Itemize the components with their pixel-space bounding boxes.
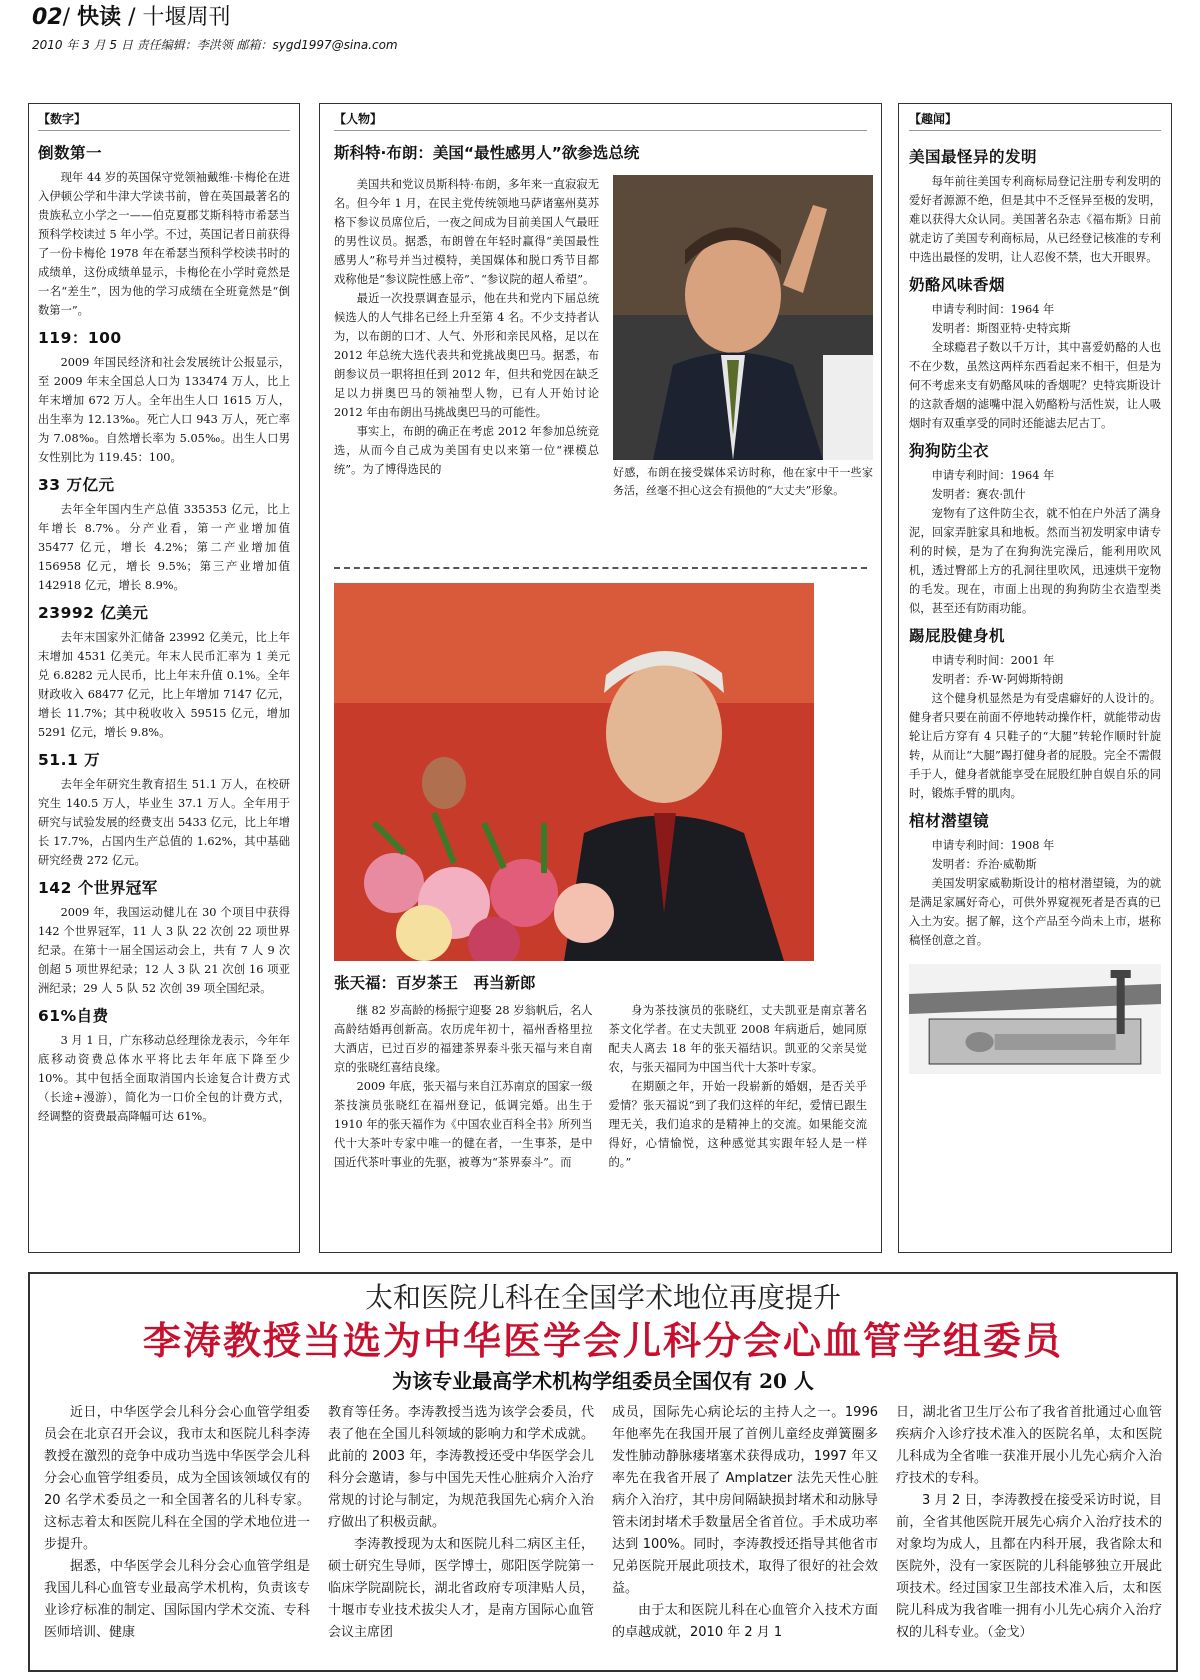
column-title: 美国最怪异的发明	[909, 148, 1038, 166]
item-text: 3 月 1 日，广东移动总经理徐龙表示，今年年底移动资费总体水平将比去年年底下降至少 10%。其中包括全面取消国内长途复合计费方式（长途+漫游），简化为一口价全包的计费方式，经调整的资费最高降幅可达 61%。	[38, 1034, 290, 1123]
paragraph: 成员，国际先心病论坛的主持人之一。1996 年他率先在我国开展了首例儿童经皮弹簧圈多发性肺动静脉瘘堵塞术获得成功，1997 年又率先在我省开展了 Amplatzer 法先天性心脏病介入治疗，其中房间隔缺损封堵术和动脉导管未闭封堵术手数量居全省首位。手术成功率达到 100%。同时，李涛教授还指导其他省市兄弟医院开展此项技术，取得了很好的社会效益。	[612, 1405, 878, 1596]
inventor: 发明者：斯图亚特·史特宾斯	[931, 322, 1071, 335]
item-heading: 142 个世界冠军	[38, 879, 158, 897]
item-text: 2009 年国民经济和社会发展统计公报显示，至 2009 年末全国总人口为 133474 万人，比上年末增加 672 万人。全年出生人口 1615 万人，出生率为 12.13‰。死亡人口 943 万人，死亡率为 7.08‰。自然增长率为 5.05‰。出生人口男女性别比为 119.45：100。	[38, 356, 290, 464]
section-tag: 【 人物 】	[334, 110, 867, 131]
paragraph: 据悉，中华医学会儿科分会心血管学组是我国儿科心血管专业最高学术机构，负责该专业诊疗标准的制定、国际国内学术交流、专科医师培训、健康	[44, 1559, 310, 1640]
item-heading: 倒数第一	[38, 144, 103, 162]
paragraph: 身为茶技演员的张晓红，丈夫凯亚是南京著名茶文化学者。在丈夫凯亚 2008 年病逝后，她同原配夫人离去 18 年的张天福结识。凯亚的父亲吴觉农，与张天福同为中国当代十大茶叶专家。	[608, 1004, 867, 1074]
item-text: 全球瘾君子数以千万计，其中喜爱奶酪的人也不在少数，虽然这两样东西看起来不相干，但是为何不考虑来支有奶酪风味的香烟呢？史特宾斯设计的这款香烟的滤嘴中混入奶酪粉与活性炭，让人吸烟时有双重享受的同时还能滤去尼古丁。	[909, 341, 1161, 430]
inventor: 发明者：乔治·威勒斯	[931, 858, 1037, 871]
coffin-periscope-illustration	[909, 964, 1161, 1074]
inventor: 发明者：乔·W·阿姆斯特朗	[931, 673, 1064, 686]
item-heading: 奶酪风味香烟	[909, 276, 1006, 294]
story-title: 张天福：百岁茶王 再当新郎	[334, 974, 536, 992]
text-column	[334, 1001, 593, 1172]
story-text	[334, 175, 599, 557]
photo-block	[613, 175, 873, 557]
intro-text: 每年前往美国专利商标局登记注册专利发明的爱好者源源不绝，但是其中不乏怪异至极的发明，难以获得大众认同。美国著名杂志《福布斯》日前就走访了美国专利商标局，从已经登记核准的专利中选出最怪的发明，让人忍俊不禁，也大开眼界。	[909, 175, 1161, 264]
patent-date: 申请专利时间：1908 年	[931, 839, 1055, 852]
people-column	[319, 103, 882, 1253]
text-column	[328, 1402, 594, 1644]
paragraph: 美国共和党议员斯科特·布朗，多年来一直寂寂无名。但今年 1 月，在民主党传统领地马萨诸塞州莫苏格下参议员席位后，一夜之间成为目前美国人气最旺的男性议员。据悉，布朗曾在年轻时赢得“美国最性感男人”称号并当过模特，美国媒体和脱口秀节目都戏称他是“参议院性感上帝”、“参议院的超人希望”。	[334, 178, 599, 286]
item-text: 去年全年研究生教育招生 51.1 万人，在校研究生 140.5 万人，毕业生 37.1 万人。全年用于研究与试验发展的经费支出 5433 亿元，比上年增长 17.7%，占国内生产总值的 1.62%，其中基础研究经费 272 亿元。	[38, 778, 290, 867]
divider	[334, 567, 867, 569]
zhang-tianfu-photo	[334, 583, 814, 961]
paragraph: 3 月 2 日，李涛教授在接受采访时说，目前，全省其他医院开展先心病介入治疗技术的对象均为成人，且都在内科开展，我省除太和医院外，没有一家医院的儿科能够独立开展此项技术。经过国家卫生部技术准入后，太和医院儿科成为我省唯一拥有小儿先心病介入治疗权的儿科专业。（金戈）	[896, 1493, 1162, 1640]
story-title: 斯科特·布朗：美国“最性感男人”欲参选总统	[334, 144, 640, 162]
item-heading: 踢屁股健身机	[909, 627, 1006, 645]
inventor: 发明者：赛农·凯什	[931, 488, 1026, 501]
item-heading: 23992 亿美元	[38, 604, 149, 622]
paper-name: 十堰周刊	[142, 5, 231, 30]
item-text: 美国发明家威勒斯设计的棺材潜望镜，为的就是满足家属好奇心，可供外界窥视死者是否真的已入土为安。据了解，这个产品至今尚未上市，堪称稿怪创意之首。	[909, 877, 1161, 947]
oddities-column	[898, 103, 1172, 1253]
text-column	[609, 1001, 868, 1172]
item-text: 去年全年国内生产总值 335353 亿元，比上年增长 8.7%。分产业看，第一产业增加值 35477 亿元，增长 4.2%；第二产业增加值 156958 亿元，增长 9.5%；第三产业增加值 142918 亿元，增长 8.9%。	[38, 503, 290, 592]
article-body	[44, 1402, 1162, 1644]
supertitle: 太和医院儿科在全国学术地位再度提升	[364, 1281, 841, 1314]
item-heading: 119：100	[38, 329, 122, 347]
separator: /	[62, 5, 71, 30]
item-text: 宠物有了这件防尘衣，就不怕在户外活了满身泥，回家弄脏家具和地板。然而当初发明家申请专利的时候，是为了在狗狗洗完澡后，能利用吹风机，透过臀部上方的孔洞往里吹风，迅速烘干宠物的毛发。现在，市面上出现的狗狗防尘衣造型类似，甚至还有防雨功能。	[909, 507, 1161, 615]
paragraph: 教育等任务。李涛教授当选为该学会委员，代表了他在全国儿科领域的影响力和学术成就。此前的 2003 年，李涛教授还受中华医学会儿科分会邀请，参与中国先天性心脏病介入治疗常规的讨论与制定，为规范我国先心病介入治疗做出了积极贡献。	[328, 1405, 594, 1530]
masthead-title	[32, 4, 1182, 32]
paragraph: 最近一次投票调查显示，他在共和党内下届总统候选人的人气排名已经上升至第 4 名。不少支持者认为，以布朗的口才、人气、外形和亲民风格，足以在 2012 年总统大选代表共和党挑战奥巴马。据悉，布朗参议员一职将担任到 2012 年，但共和党因在缺乏足以力拼奥巴马的领袖型人物，已有人开始讨论 2012 年由布朗出马挑战奥巴马的可能性。	[334, 292, 599, 419]
text-column	[896, 1402, 1162, 1644]
text-column	[612, 1402, 878, 1644]
patent-date: 申请专利时间：2001 年	[931, 654, 1055, 667]
scott-brown-photo	[613, 175, 873, 460]
item-text: 这个健身机显然是为有受虐癖好的人设计的。健身者只要在前面不停地转动操作杆，就能带动齿轮让后方穿有 4 只鞋子的“大腿”转轮作顺时针旋转，从而让“大腿”踢打健身者的屁股。完全不需假手于人，健身者就能享受在屁股红肿自娱自乐的同时，锻炼手臂的肌肉。	[909, 692, 1161, 800]
photo-caption: 好感，布朗在接受媒体采访时称，他在家中干一些家务活，丝毫不担心这会有损他的“大丈夫”形象。	[613, 466, 873, 497]
section-name: 快读	[77, 5, 122, 30]
story-body	[334, 1001, 867, 1172]
paragraph: 事实上，布朗的确正在考虑 2012 年参加总统竞选，从而今自己成为美国有史以来第一位“裸模总统”。为了博得选民的	[334, 425, 599, 476]
item-heading: 51.1 万	[38, 751, 101, 769]
section-tag: 【 趣闻 】	[909, 110, 1161, 131]
masthead	[32, 4, 1182, 60]
hospital-feature	[28, 1272, 1178, 1672]
subheadline: 为该专业最高学术机构学组委员全国仅有 20 人	[392, 1369, 814, 1393]
patent-date: 申请专利时间：1964 年	[931, 469, 1055, 482]
item-heading: 33 万亿元	[38, 476, 115, 494]
story-body	[334, 175, 873, 557]
section-tag: 【 数字 】	[38, 110, 290, 131]
paragraph: 由于太和医院儿科在心血管介入技术方面的卓越成就，2010 年 2 月 1	[612, 1603, 878, 1640]
text-column	[44, 1402, 310, 1644]
item-text: 2009 年，我国运动健儿在 30 个项目中获得 142 个世界冠军，11 人 3 队 22 次创 22 项世界纪录。在第十一届全国运动会上，共有 7 人 9 次创超 5 项世界纪录；12 人 3 队 21 次创 16 项亚洲纪录；29 人 5 队 52 次创 39 项全国纪录。	[38, 906, 290, 995]
paragraph: 2009 年底，张天福与来自江苏南京的国家一级茶技演员张晓红在福州登记，低调完婚。出生于 1910 年的张天福作为《中国农业百科全书》所列当代十大茶叶专家中唯一的健在者，一生事茶，是中国近代茶叶事业的先驱，被尊为“茶界泰斗”。而	[334, 1080, 593, 1169]
paragraph: 李涛教授现为太和医院儿科二病区主任，硕士研究生导师，医学博士，郧阳医学院第一临床学院副院长，湖北省政府专项津贴人员，十堰市专业技术拔尖人才，是南方国际心血管会议主席团	[328, 1537, 594, 1640]
item-heading: 棺材潜望镜	[909, 812, 990, 830]
paragraph: 日，湖北省卫生厅公布了我省首批通过心血管疾病介入诊疗技术准入的医院名单，太和医院儿科成为全省唯一获准开展小儿先心病介入治疗技术的专科。	[896, 1405, 1162, 1486]
date-editor-line: 2010 年 3 月 5 日 责任编辑：李洪领 邮箱：sygd1997@sina.com	[32, 38, 398, 52]
headline: 李涛教授当选为中华医学会儿科分会心血管学组委员	[142, 1319, 1063, 1363]
page-number: 02	[32, 5, 63, 30]
paragraph: 在期颐之年，开始一段崭新的婚姻，是否关乎爱情？张天福说“到了我们这样的年纪，爱情已跟生理无关，我们追求的是精神上的交流。如果能交流得好，心情愉悦，这种感觉其实跟年轻人是一样的。”	[608, 1080, 867, 1169]
numbers-column	[28, 103, 300, 1253]
paragraph: 近日，中华医学会儿科分会心血管学组委员会在北京召开会议，我市太和医院儿科李涛教授在激烈的竞争中成功当选中华医学会儿科分会心血管学组委员，成为全国该领域仅有的 20 名学术委员之一和全国著名的儿科专家。这标志着太和医院儿科在全国的学术地位进一步提升。	[44, 1405, 310, 1552]
item-text: 现年 44 岁的英国保守党领袖戴维·卡梅伦在进入伊顿公学和牛津大学读书前，曾在英国最著名的贵族私立小学之一——伯克夏郡艾斯科特市希瑟当预科学校读过 5 年小学。不过，英国记者日前获得了一份卡梅伦 1978 年在希瑟当预科学校读书时的成绩单，这份成绩单显示，卡梅伦在小学时竟然是一名“差生”，因为他的学习成绩在全班竟然是“倒数第一”。	[38, 171, 290, 317]
paragraph: 继 82 岁高龄的杨振宁迎娶 28 岁翁帆后，名人高龄结婚再创新高。农历虎年初十，福州香格里拉大酒店，已过百岁的福建茶界泰斗张天福与来自南京的张晓红喜结良缘。	[334, 1004, 593, 1074]
item-heading: 狗狗防尘衣	[909, 442, 990, 460]
patent-date: 申请专利时间：1964 年	[931, 303, 1055, 316]
item-heading: 61%自费	[38, 1007, 109, 1025]
separator: /	[128, 5, 136, 30]
item-text: 去年末国家外汇储备 23992 亿美元，比上年末增加 4531 亿美元。年末人民币汇率为 1 美元兑 6.8282 元人民币，比上年末升值 0.1%。全年财政收入 68477 亿元，比上年增加 7147 亿元，增长 11.7%；其中税收收入 59515 亿元，增加 5291 亿元，增长 9.8%。	[38, 631, 290, 739]
